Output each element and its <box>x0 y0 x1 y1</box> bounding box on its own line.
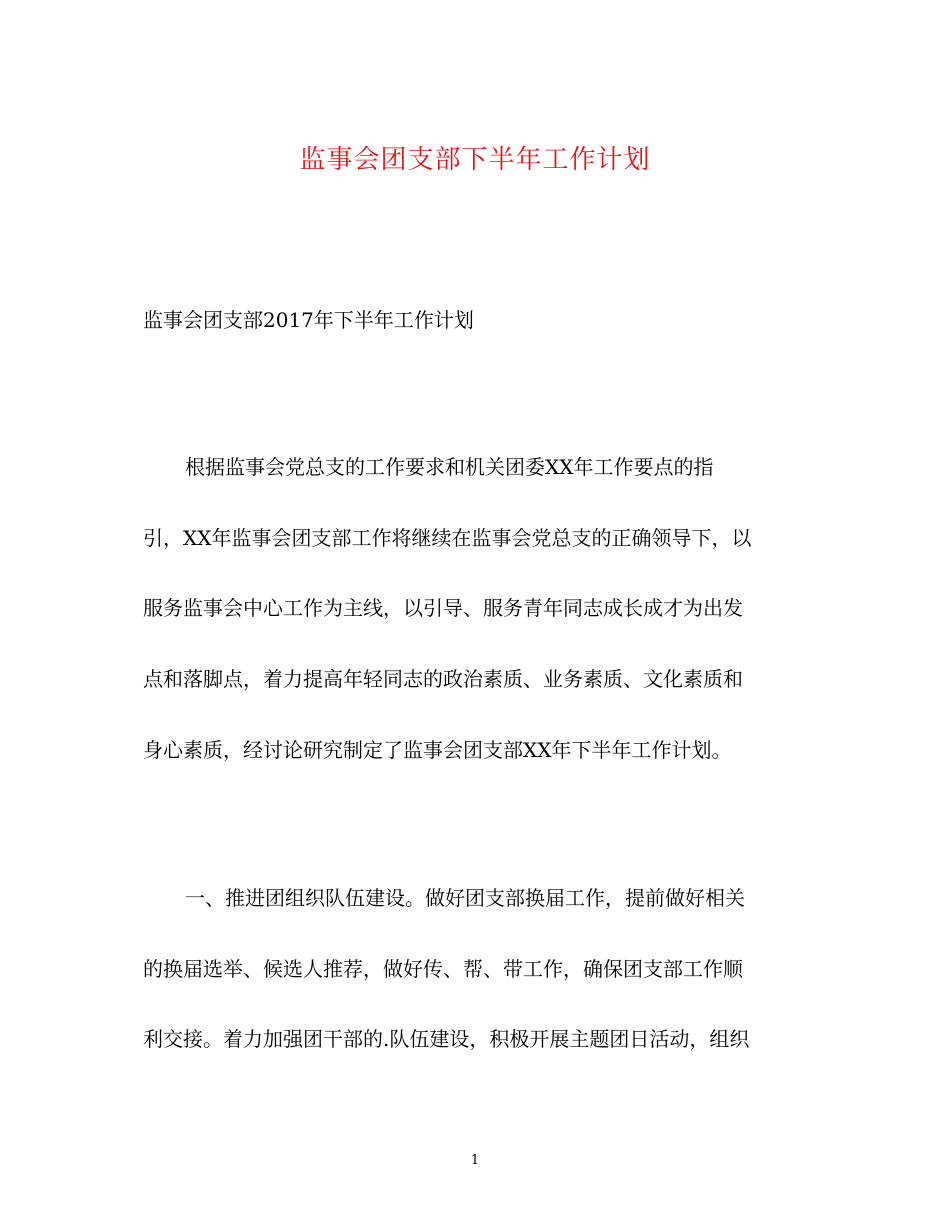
paragraph-line: 一、推进团组织队伍建设。做好团支部换届工作，提前做好相关 <box>185 886 745 910</box>
page-number: 1 <box>470 1153 480 1168</box>
paragraph-line: 利交接。着力加强团干部的.队伍建设，积极开展主题团日活动，组织 <box>143 1027 750 1051</box>
paragraph-line: 根据监事会党总支的工作要求和机关团委XX年工作要点的指 <box>185 455 714 479</box>
paragraph-line: 点和落脚点，着力提高年轻同志的政治素质、业务素质、文化素质和 <box>143 667 743 691</box>
paragraph-line: 身心素质，经讨论研究制定了监事会团支部XX年下半年工作计划。 <box>143 738 732 762</box>
paragraph-line: 的换届选举、候选人推荐，做好传、帮、带工作，确保团支部工作顺 <box>143 957 743 981</box>
paragraph-line: 引，XX年监事会团支部工作将继续在监事会党总支的正确领导下，以 <box>143 526 752 550</box>
paragraph-line: 服务监事会中心工作为主线，以引导、服务青年同志成长成才为出发 <box>143 596 743 620</box>
document-subtitle: 监事会团支部2017年下半年工作计划 <box>143 308 474 332</box>
document-title: 监事会团支部下半年工作计划 <box>299 145 651 175</box>
